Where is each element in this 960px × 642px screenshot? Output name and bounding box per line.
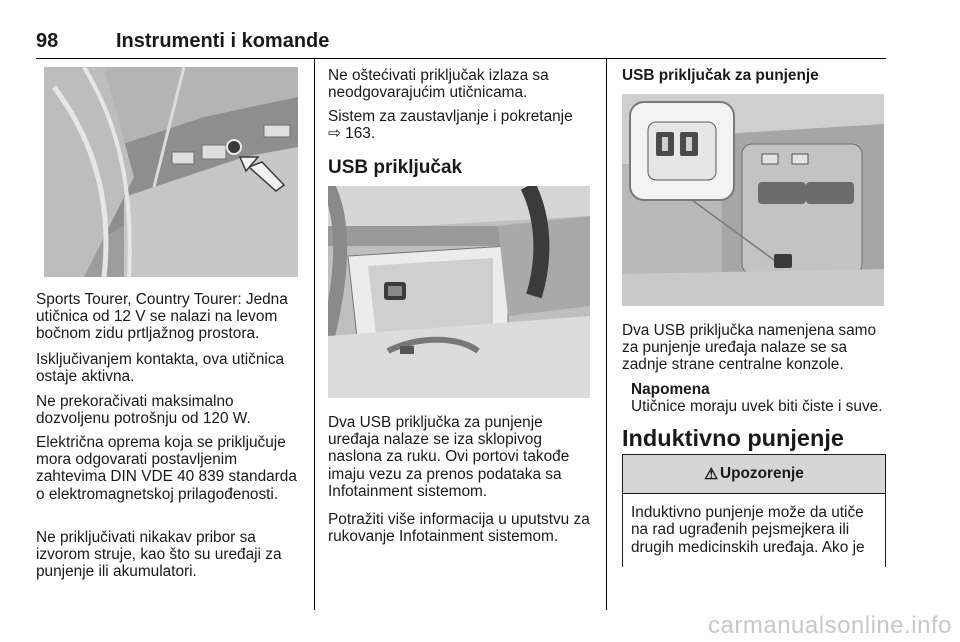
warning-title: Upozorenje	[720, 465, 804, 482]
usb-charging-heading: USB priključak za punjenje	[622, 67, 819, 84]
column-divider-1	[314, 58, 315, 610]
stop-start-reference	[328, 108, 598, 142]
note-title: Napomena	[631, 381, 710, 398]
warning-header	[623, 455, 885, 494]
no-charging-devices-paragraph: Ne priključivati nikakav pribor sa izvorom struje, kao što su uređaji za punjenje ili akumulatori.	[36, 529, 282, 581]
trunk-socket-illustration	[44, 67, 298, 277]
warning-box	[622, 454, 886, 567]
armrest-usb-illustration	[328, 186, 590, 398]
page-number: 98	[36, 30, 59, 52]
inductive-charging-heading: Induktivno punjenje	[622, 425, 844, 451]
note-text: Utičnice moraju uvek biti čiste i suve.	[631, 398, 883, 416]
ignition-off-paragraph: Isključivanjem kontakta, ova utičnica ostaje aktivna.	[36, 351, 285, 386]
rear-usb-paragraph: Dva USB priključka namenjena samo za punjenje uređaja nalaze se sa zadnje strane centralne konzole.	[622, 322, 877, 374]
max-power-paragraph: Ne prekoračivati maksimalno dozvoljenu potrošnju od 120 W.	[36, 393, 251, 428]
warning-triangle-icon: ⚠	[704, 465, 718, 483]
note-block	[631, 381, 886, 415]
page-header-title: Instrumenti i komande	[116, 30, 330, 52]
usb-more-info-paragraph: Potražiti više informacija u uputstvu za rukovanje Infotainment sistemom.	[328, 511, 590, 546]
page-reference-link[interactable]: ⇨ 163.	[328, 125, 376, 143]
warning-text: Induktivno punjenje može da utiče na rad ugrađenih pejsmejkera ili drugih medicinskih uređaja. Ako je	[631, 504, 865, 556]
electrical-equipment-paragraph: Električna oprema koja se priključuje mora odgovarati postavljenim zahtevima DIN VDE 40 839 standarda o elektromagnetskoj prilagođenosti.	[36, 434, 297, 503]
stop-start-text: Sistem za zaustavljanje i pokretanje	[328, 108, 573, 125]
usb-ports-paragraph: Dva USB priključka za punjenje uređaja nalaze se iza sklopivog naslona za ruku. Ovi portovi takođe imaju vezu za prenos podataka sa Infotainment sistemom.	[328, 414, 570, 500]
usb-section-heading: USB priključak	[328, 157, 463, 178]
socket-damage-paragraph: Ne oštećivati priključak izlaza sa neodgovarajućim utičnicama.	[328, 67, 549, 102]
watermark: carmanualsonline.info	[708, 612, 952, 639]
header-divider	[36, 58, 886, 59]
rear-console-usb-illustration	[622, 94, 884, 306]
socket-location-paragraph: Sports Tourer, Country Tourer: Jedna utičnica od 12 V se nalazi na levom bočnom zidu prtljažnog prostora.	[36, 291, 288, 343]
column-divider-2	[606, 58, 607, 610]
